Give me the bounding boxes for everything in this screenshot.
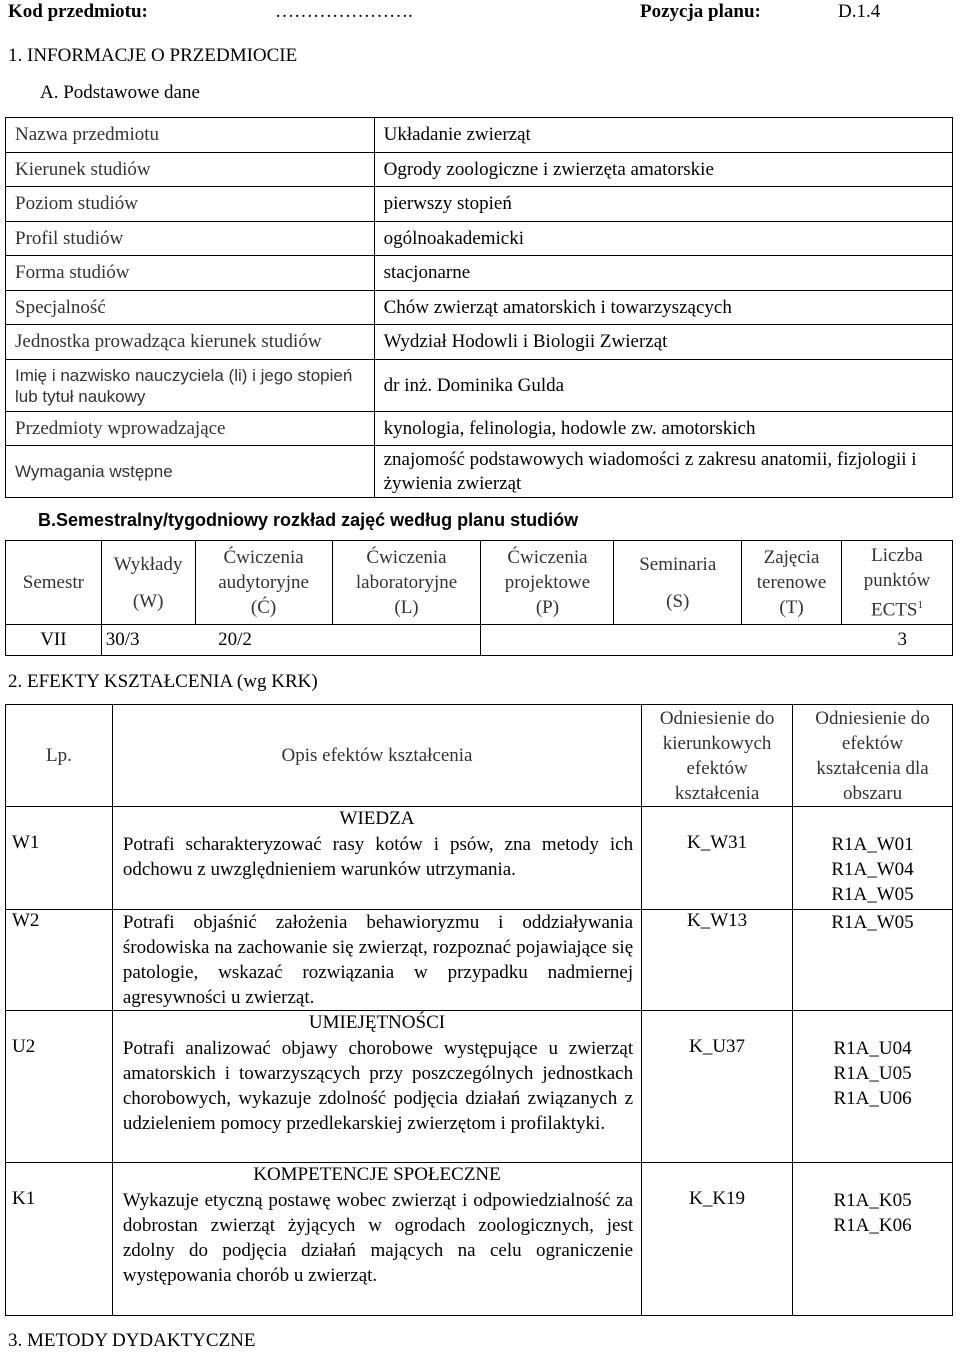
group-title-social-competences: KOMPETENCJE SPOŁECZNE xyxy=(112,1163,641,1188)
header-lectures: Wykłady (W) xyxy=(101,541,195,625)
value-study-level: pierwszy stopień xyxy=(374,187,952,222)
header-field-classes: Zajęcia terenowe (T) xyxy=(742,541,842,625)
outcome-lp: U2 xyxy=(6,1036,113,1163)
label-teacher: Imię i nazwisko nauczyciela (li) i jego stopień lub tytuł naukowy xyxy=(6,360,375,412)
value-specialization: Chów zwierząt amatorskich i towarzyszących xyxy=(374,291,952,325)
value-study-form: stacjonarne xyxy=(374,256,952,291)
header-lp: Lp. xyxy=(6,705,113,807)
label-prerequisite-courses: Przedmioty wprowadzające xyxy=(6,412,375,446)
group-title-knowledge: WIEDZA xyxy=(112,807,641,832)
outcome-lp: W1 xyxy=(6,832,113,910)
row-lectures: 30/3 xyxy=(101,625,195,656)
label-requirements: Wymagania wstępne xyxy=(6,446,375,498)
outcome-area-refs: R1A_W01 R1A_W04 R1A_W05 xyxy=(793,832,953,910)
value-requirements: znajomość podstawowych wiadomości z zakresu anatomii, fizjologii i żywienia zwierząt xyxy=(374,446,952,498)
outcome-lp: W2 xyxy=(6,910,113,1011)
row-lab-exercises xyxy=(332,625,481,656)
value-unit: Wydział Hodowli i Biologii Zwierząt xyxy=(374,325,952,360)
value-study-profile: ogólnoakademicki xyxy=(374,222,952,256)
outcome-description: Potrafi scharakteryzować rasy kotów i psów, zna metody ich odchowu z uwzględnieniem warunków utrzymania. xyxy=(112,832,641,910)
header-area-outcomes: Odniesienie do efektów kształcenia dla obszaru xyxy=(793,705,953,807)
value-course-name: Układanie zwierząt xyxy=(374,118,952,153)
outcome-lp: K1 xyxy=(6,1188,113,1316)
outcome-field-ref: K_W13 xyxy=(642,910,793,1011)
course-code-label: Kod przedmiotu: xyxy=(8,1,148,22)
course-code-value: …………………. xyxy=(275,1,413,22)
value-field-of-study: Ogrody zoologiczne i zwierzęta amatorskie xyxy=(374,153,952,187)
value-prerequisite-courses: kynologia, felinologia, hodowle zw. amotorskich xyxy=(374,412,952,446)
header-semester: Semestr xyxy=(6,541,102,625)
label-course-name: Nazwa przedmiotu xyxy=(6,118,375,153)
label-study-level: Poziom studiów xyxy=(6,187,375,222)
label-study-profile: Profil studiów xyxy=(6,222,375,256)
row-field-classes xyxy=(742,625,842,656)
plan-position-value: D.1.4 xyxy=(838,1,881,22)
header-field-outcomes: Odniesienie do kierunkowych efektów kształcenia xyxy=(642,705,793,807)
label-field-of-study: Kierunek studiów xyxy=(6,153,375,187)
schedule-table xyxy=(5,540,953,656)
header-aud-exercises: Ćwiczenia audytoryjne (Ć) xyxy=(195,541,332,625)
row-project-exercises xyxy=(481,625,614,656)
section-2-title: 2. EFEKTY KSZTAŁCENIA (wg KRK) xyxy=(8,671,318,692)
outcome-field-ref: K_W31 xyxy=(642,832,793,910)
header-project-exercises: Ćwiczenia projektowe (P) xyxy=(481,541,614,625)
label-specialization: Specjalność xyxy=(6,291,375,325)
plan-position-label: Pozycja planu: xyxy=(640,1,761,22)
section-b-title: B.Semestralny/tygodniowy rozkład zajęć według planu studiów xyxy=(38,510,579,530)
value-teacher: dr inż. Dominika Gulda xyxy=(374,360,952,412)
section-1-title: 1. INFORMACJE O PRZEDMIOCIE xyxy=(8,45,298,66)
header-ects: Liczba punktów ECTS$^1$ xyxy=(842,541,953,625)
outcome-description: Wykazuje etyczną postawę wobec zwierząt i odpowiedzialność za dobrostan zwierząt żyjących w ogrodach zoologicznych, jest zdolny do podjęcia działań mających na celu ograniczenie występowania chorób u zwierząt. xyxy=(112,1188,641,1316)
outcome-area-refs: R1A_U04 R1A_U05 R1A_U06 xyxy=(793,1036,953,1163)
header-seminars: Seminaria (S) xyxy=(614,541,742,625)
outcome-area-refs: R1A_W05 xyxy=(793,910,953,1011)
outcome-field-ref: K_K19 xyxy=(642,1188,793,1316)
group-title-skills: UMIEJĘTNOŚCI xyxy=(112,1011,641,1036)
outcome-field-ref: K_U37 xyxy=(642,1036,793,1163)
outcome-area-refs: R1A_K05 R1A_K06 xyxy=(793,1188,953,1316)
outcome-description: Potrafi analizować objawy chorobowe występujące u zwierząt amatorskich i towarzyszących przy poszczególnych jednostkach chorobowych, wykazuje zdolność podjęcia działań związanych z udzieleniem pomocy przedlekarskiej zwierzętom i profilaktyki. xyxy=(112,1036,641,1163)
section-a-title: A. Podstawowe dane xyxy=(40,82,200,103)
header-lab-exercises: Ćwiczenia laboratoryjne (L) xyxy=(332,541,481,625)
row-semester: VII xyxy=(6,625,102,656)
outcomes-table xyxy=(5,704,953,1316)
label-study-form: Forma studiów xyxy=(6,256,375,291)
row-aud-exercises: 20/2 xyxy=(195,625,332,656)
header-description: Opis efektów kształcenia xyxy=(112,705,641,807)
row-ects: 3 xyxy=(842,625,953,656)
outcome-description: Potrafi objaśnić założenia behawioryzmu i oddziaływania środowiska na zachowanie się zwierząt, rozpoznać pojawiające się patologie, wskazać rozwiązania w przypadku nadmiernej agresywności u zwierząt. xyxy=(112,910,641,1011)
row-seminars xyxy=(614,625,742,656)
section-3-title: 3. METODY DYDAKTYCZNE xyxy=(8,1330,256,1351)
label-unit: Jednostka prowadząca kierunek studiów xyxy=(6,325,375,360)
basic-data-table xyxy=(5,117,953,498)
